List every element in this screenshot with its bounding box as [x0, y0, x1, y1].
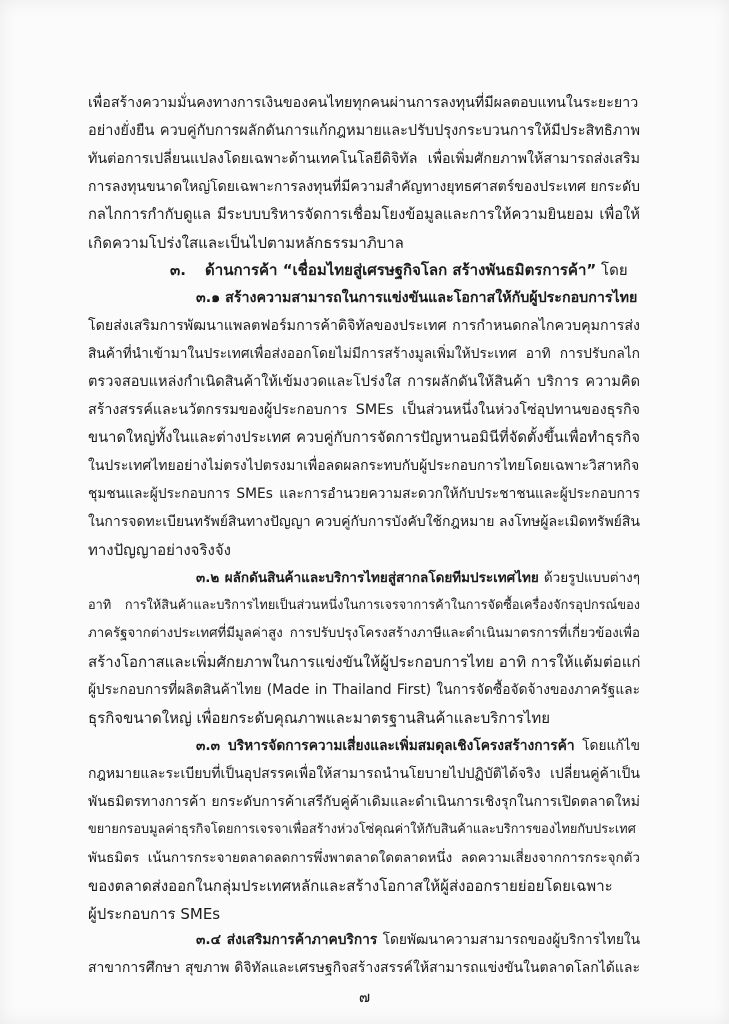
text-line: ขนาดใหญ่ทั้งในและต่างประเทศ ควบคู่กับการจัดการปัญหานอมินีที่จัดตั้งขึ้นเพื่อทำธุรกิจ — [88, 429, 640, 446]
text-line: เพื่อสร้างความมั่นคงทางการเงินของคนไทยทุกคนผ่านการลงทุนที่มีผลตอบแทนในระยะยาว — [88, 95, 639, 111]
item-heading — [196, 288, 640, 308]
text-line: พันธมิตร เน้นการกระจายตลาดลดการพึ่งพาตลาดใดตลาดหนึ่ง ลดความเสี่ยงจากการกระจุกตัว — [88, 850, 640, 866]
text-line: กฎหมายและระเบียบที่เป็นอุปสรรคเพื่อให้สามารถนำนโยบายไปปฏิบัติได้จริง เปลี่ยนคู่ค้าเป็น — [88, 766, 640, 782]
section-suffix: โดย — [601, 261, 628, 279]
section-title: ด้านการค้า “เชื่อมไทยสู่เศรษฐกิจโลก สร้างพันธมิตรการค้า” — [205, 261, 597, 279]
text-line: โดยส่งเสริมการพัฒนาแพลตฟอร์มการค้าดิจิทัลของประเทศ การกำหนดกลไกควบคุมการส่ง — [88, 318, 640, 334]
item-heading-text: ๓.๒ ผลักดันสินค้าและบริการไทยสู่สากลโดยทีมประเทศไทย — [196, 570, 539, 586]
text-line: ทันต่อการเปลี่ยนแปลงโดยเฉพาะด้านเทคโนโลยีดิจิทัล เพื่อเพิ่มศักยภาพให้สามารถส่งเสริม — [88, 151, 640, 167]
item-heading-text: ๓.๓ บริหารจัดการความเสี่ยงและเพิ่มสมดุลเชิงโครงสร้างการค้า — [196, 738, 575, 754]
text-line: อาทิ การให้สินค้าและบริการไทยเป็นส่วนหนึ่งในการเจรจาการค้าในการจัดซื้อเครื่องจักรอุปกรณ์ของ — [88, 598, 640, 613]
item-heading — [196, 930, 640, 950]
text-line: สาขาการศึกษา สุขภาพ ดิจิทัลและเศรษฐกิจสร้างสรรค์ให้สามารถแข่งขันในตลาดโลกได้และ — [88, 960, 640, 976]
text-line: ทางปัญญาอย่างจริงจัง — [88, 541, 231, 559]
item-heading-text: ๓.๔ ส่งเสริมการค้าภาคบริการ — [196, 932, 378, 948]
text-line: ในประเทศไทยอย่างไม่ตรงไปตรงมาเพื่อลดผลกระทบกับผู้ประกอบการไทยโดยเฉพาะวิสาหกิจ — [88, 458, 640, 474]
text-line: สร้างสรรค์และนวัตกรรมของผู้ประกอบการ SMEs เป็นส่วนหนึ่งในห่วงโซ่อุปทานของธุรกิจ — [88, 402, 640, 418]
text-line: ผู้ประกอบการที่ผลิตสินค้าไทย (Made in Thailand First) ในการจัดซื้อจัดจ้างของภาครัฐและ — [88, 682, 640, 698]
item-heading-text: ๓.๑ สร้างความสามารถในการแข่งขันและโอกาสให้กับผู้ประกอบการไทย — [196, 290, 638, 306]
text-line: พันธมิตรทางการค้า ยกระดับการค้าเสรีกับคู่ค้าเดิมและดำเนินการเชิงรุกในการเปิดตลาดใหม่ — [88, 794, 640, 810]
item-heading — [196, 568, 640, 588]
text-line: ตรวจสอบแหล่งกำเนิดสินค้าให้เข้มงวดและโปร่งใส การผลักดันให้สินค้า บริการ ความคิด — [88, 374, 640, 390]
text-line: ผู้ประกอบการ SMEs — [88, 905, 221, 923]
text-line: สร้างโอกาสและเพิ่มศักยภาพในการแข่งขันให้ผู้ประกอบการไทย อาทิ การให้แต้มต่อแก่ — [88, 653, 641, 671]
item-heading-suffix: ด้วยรูปแบบต่างๆ — [543, 570, 640, 586]
text-line: กลไกการกำกับดูแล มีระบบบริหารจัดการเชื่อมโยงข้อมูลและการให้ความยินยอม เพื่อให้ — [88, 206, 640, 223]
text-line: ขยายกรอบมูลค่าธุรกิจโดยการเจรจาเพื่อสร้างห่วงโซ่คุณค่าให้กับสินค้าและบริการของไทยกับประเทศ — [88, 822, 636, 837]
text-line: อย่างยั่งยืน ควบคู่กับการผลักดันการแก้กฎหมายและปรับปรุงกระบวนการให้มีประสิทธิภาพ — [88, 123, 640, 139]
text-line: ชุมชนและผู้ประกอบการ SMEs และการอำนวยความสะดวกให้กับประชาชนและผู้ประกอบการ — [88, 486, 640, 502]
text-line: สินค้าที่นำเข้ามาในประเทศเพื่อส่งออกโดยไม่มีการสร้างมูลเพิ่มให้ประเทศ อาทิ การปรับกลไก — [88, 346, 640, 362]
text-line: ในการจดทะเบียนทรัพย์สินทางปัญญา ควบคู่กับการบังคับใช้กฎหมาย ลงโทษผู้ละเมิดทรัพย์สิน — [88, 514, 640, 530]
item-heading-suffix: โดยแก้ไข — [582, 738, 640, 754]
text-line: ของตลาดส่งออกในกลุ่มประเทศหลักและสร้างโอกาสให้ผู้ส่งออกรายย่อยโดยเฉพาะ — [88, 877, 613, 895]
text-line: ภาครัฐจากต่างประเทศที่มีมูลค่าสูง การปรับปรุงโครงสร้างภาษีและดำเนินมาตรการที่เกี่ยวข้องเพื่อ — [88, 626, 640, 641]
item-heading-suffix: โดยพัฒนาความสามารถของผู้บริการไทยใน — [382, 932, 641, 948]
section-3-heading — [170, 260, 640, 280]
text-line: ธุรกิจขนาดใหญ่ เพื่อยกระดับคุณภาพและมาตรฐานสินค้าและบริการไทย — [88, 709, 551, 727]
item-heading — [196, 736, 640, 756]
section-number: ๓. — [170, 261, 186, 279]
text-line: การลงทุนขนาดใหญ่โดยเฉพาะการลงทุนที่มีความสำคัญทางยุทธศาสตร์ของประเทศ ยกระดับ — [88, 179, 641, 195]
page-number: ๗ — [358, 988, 371, 1006]
text-line: เกิดความโปร่งใสและเป็นไปตามหลักธรรมาภิบาล — [88, 234, 404, 252]
